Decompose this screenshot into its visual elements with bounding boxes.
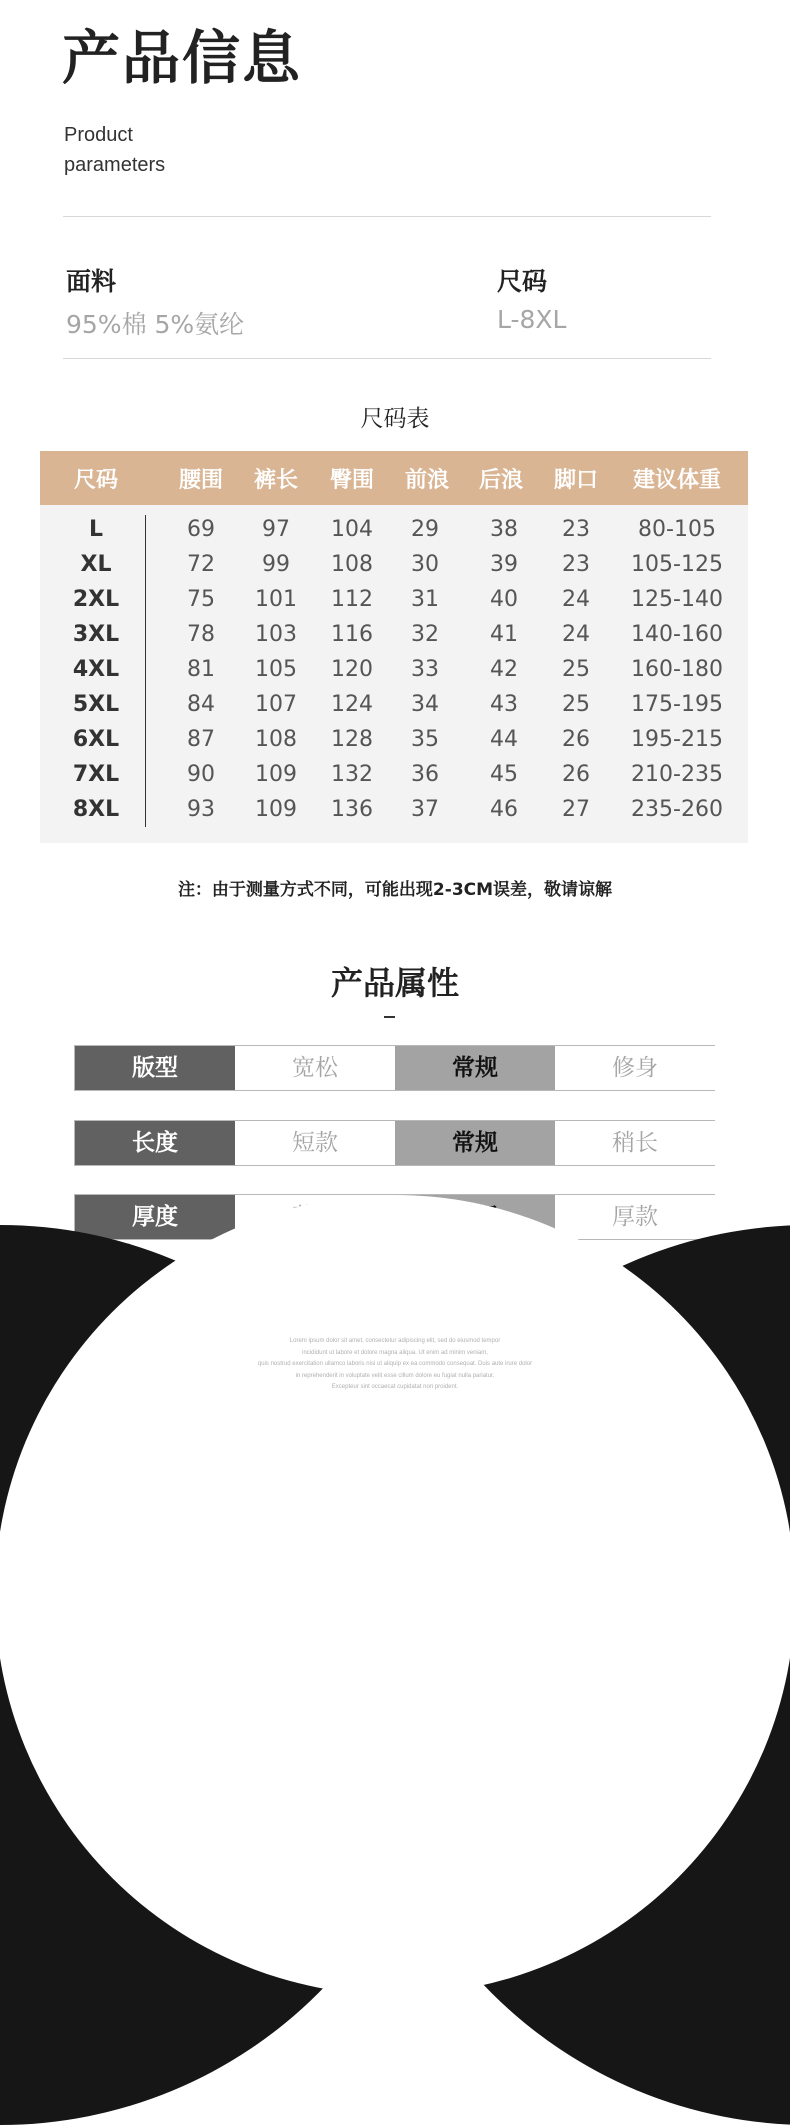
attribute-option: 修身 <box>555 1046 715 1090</box>
header-cell: 后浪 <box>478 468 524 493</box>
attribute-row-fit <box>74 1045 715 1091</box>
table-cell: 132 <box>331 762 373 787</box>
table-row <box>40 587 748 622</box>
table-cell: 175-195 <box>631 692 723 717</box>
table-cell: 109 <box>255 797 297 822</box>
table-cell: 84 <box>187 692 215 717</box>
size-table-body <box>40 505 748 843</box>
size-cell: 7XL <box>72 762 120 787</box>
table-row <box>40 657 748 692</box>
title-dash <box>384 1016 395 1018</box>
table-cell: 97 <box>262 517 290 542</box>
table-row <box>40 517 748 552</box>
table-cell: 80-105 <box>638 517 716 542</box>
table-cell: 105-125 <box>631 552 723 577</box>
table-cell: 41 <box>490 622 518 647</box>
table-cell: 107 <box>255 692 297 717</box>
size-table-header <box>40 451 748 505</box>
table-cell: 90 <box>187 762 215 787</box>
attribute-label: 长度 <box>75 1121 235 1165</box>
size-cell: L <box>88 517 104 542</box>
table-cell: 30 <box>411 552 439 577</box>
size-cell: 2XL <box>72 587 120 612</box>
attribute-option: 宽松 <box>235 1046 395 1090</box>
size-cell: 5XL <box>72 692 120 717</box>
table-cell: 128 <box>331 727 373 752</box>
table-cell: 87 <box>187 727 215 752</box>
table-cell: 31 <box>411 587 439 612</box>
table-cell: 160-180 <box>631 657 723 682</box>
table-cell: 108 <box>331 552 373 577</box>
table-cell: 38 <box>490 517 518 542</box>
attribute-option: 短款 <box>235 1121 395 1165</box>
page-title: 产品信息 <box>62 24 303 92</box>
size-label: 尺码 <box>497 267 548 296</box>
size-chart-title: 尺码表 <box>360 406 430 432</box>
table-cell: 99 <box>262 552 290 577</box>
measurement-note: 注：由于测量方式不同，可能出现2-3CM误差，敬请谅解 <box>177 880 613 900</box>
attribute-option-selected: 常规 <box>395 1046 555 1090</box>
table-cell: 195-215 <box>631 727 723 752</box>
table-cell: 33 <box>411 657 439 682</box>
table-cell: 109 <box>255 762 297 787</box>
table-cell: 210-235 <box>631 762 723 787</box>
size-value: L-8XL <box>497 305 567 334</box>
size-cell: 3XL <box>72 622 120 647</box>
table-cell: 45 <box>490 762 518 787</box>
table-row <box>40 622 748 657</box>
table-cell: 124 <box>331 692 373 717</box>
header-cell: 脚口 <box>553 468 599 493</box>
footer-lorem-text <box>200 1336 590 1394</box>
divider-bottom <box>63 358 711 359</box>
lorem-line: quis nostrud exercitation ullamco laboris nisi ut aliquip ex ea commodo consequat. Duis aute irure dolor <box>257 1361 533 1367</box>
table-cell: 112 <box>331 587 373 612</box>
table-cell: 25 <box>562 692 590 717</box>
header-cell: 前浪 <box>404 468 450 493</box>
table-row <box>40 552 748 587</box>
table-cell: 37 <box>411 797 439 822</box>
table-cell: 103 <box>255 622 297 647</box>
lorem-line: in reprehenderit in voluptate velit esse cillum dolore eu fugiat nulla pariatur. <box>295 1372 495 1379</box>
table-cell: 26 <box>562 727 590 752</box>
attribute-row-length <box>74 1120 715 1166</box>
table-cell: 101 <box>255 587 297 612</box>
table-row <box>40 797 748 832</box>
table-cell: 46 <box>490 797 518 822</box>
header-cell: 尺码 <box>73 468 119 493</box>
table-row <box>40 692 748 727</box>
subtitle-line-1: Product <box>64 124 133 146</box>
table-cell: 105 <box>255 657 297 682</box>
table-cell: 140-160 <box>631 622 723 647</box>
table-cell: 23 <box>562 552 590 577</box>
table-cell: 235-260 <box>631 797 723 822</box>
table-cell: 120 <box>331 657 373 682</box>
fabric-value: 95%棉 5%氨纶 <box>66 310 245 339</box>
header-cell: 腰围 <box>178 468 224 493</box>
table-cell: 40 <box>490 587 518 612</box>
table-cell: 29 <box>411 517 439 542</box>
table-cell: 24 <box>562 587 590 612</box>
decorative-white-arc <box>0 1195 790 1995</box>
table-cell: 39 <box>490 552 518 577</box>
lorem-line: incididunt ut labore et dolore magna aliqua. Ut enim ad minim veniam, <box>302 1349 488 1356</box>
lorem-line: Excepteur sint occaecat cupidatat non proident. <box>331 1384 459 1390</box>
table-cell: 35 <box>411 727 439 752</box>
table-cell: 24 <box>562 622 590 647</box>
table-row <box>40 762 748 797</box>
size-cell: 4XL <box>72 657 120 682</box>
header-cell: 建议体重 <box>632 468 722 493</box>
attributes-title: 产品属性 <box>330 964 459 1002</box>
attribute-option: 稍长 <box>555 1121 715 1165</box>
table-cell: 25 <box>562 657 590 682</box>
table-cell: 136 <box>331 797 373 822</box>
lorem-line: Lorem ipsum dolor sit amet, consectetur adipiscing elit, sed do eiusmod tempor <box>289 1338 501 1344</box>
table-cell: 108 <box>255 727 297 752</box>
table-cell: 36 <box>411 762 439 787</box>
table-row <box>40 727 748 762</box>
header-cell: 臀围 <box>329 468 375 493</box>
table-cell: 34 <box>411 692 439 717</box>
header-cell: 裤长 <box>253 468 299 493</box>
table-cell: 44 <box>490 727 518 752</box>
table-cell: 72 <box>187 552 215 577</box>
size-cell: 8XL <box>72 797 120 822</box>
divider-top <box>63 216 711 217</box>
table-cell: 75 <box>187 587 215 612</box>
table-cell: 81 <box>187 657 215 682</box>
attribute-option-selected: 常规 <box>395 1121 555 1165</box>
subtitle-line-2: parameters <box>64 154 166 176</box>
attribute-option: 厚款 <box>555 1195 715 1239</box>
page-subtitle <box>64 120 165 180</box>
table-cell: 125-140 <box>631 587 723 612</box>
table-cell: 93 <box>187 797 215 822</box>
table-cell: 32 <box>411 622 439 647</box>
fabric-label: 面料 <box>66 267 117 296</box>
table-cell: 42 <box>490 657 518 682</box>
attribute-label: 版型 <box>75 1046 235 1090</box>
table-cell: 23 <box>562 517 590 542</box>
size-cell: XL <box>80 552 112 577</box>
table-cell: 26 <box>562 762 590 787</box>
table-cell: 69 <box>187 517 215 542</box>
table-cell: 104 <box>331 517 373 542</box>
table-cell: 78 <box>187 622 215 647</box>
table-cell: 27 <box>562 797 590 822</box>
table-cell: 43 <box>490 692 518 717</box>
attribute-label: 厚度 <box>75 1195 235 1239</box>
size-cell: 6XL <box>72 727 120 752</box>
table-cell: 116 <box>331 622 373 647</box>
